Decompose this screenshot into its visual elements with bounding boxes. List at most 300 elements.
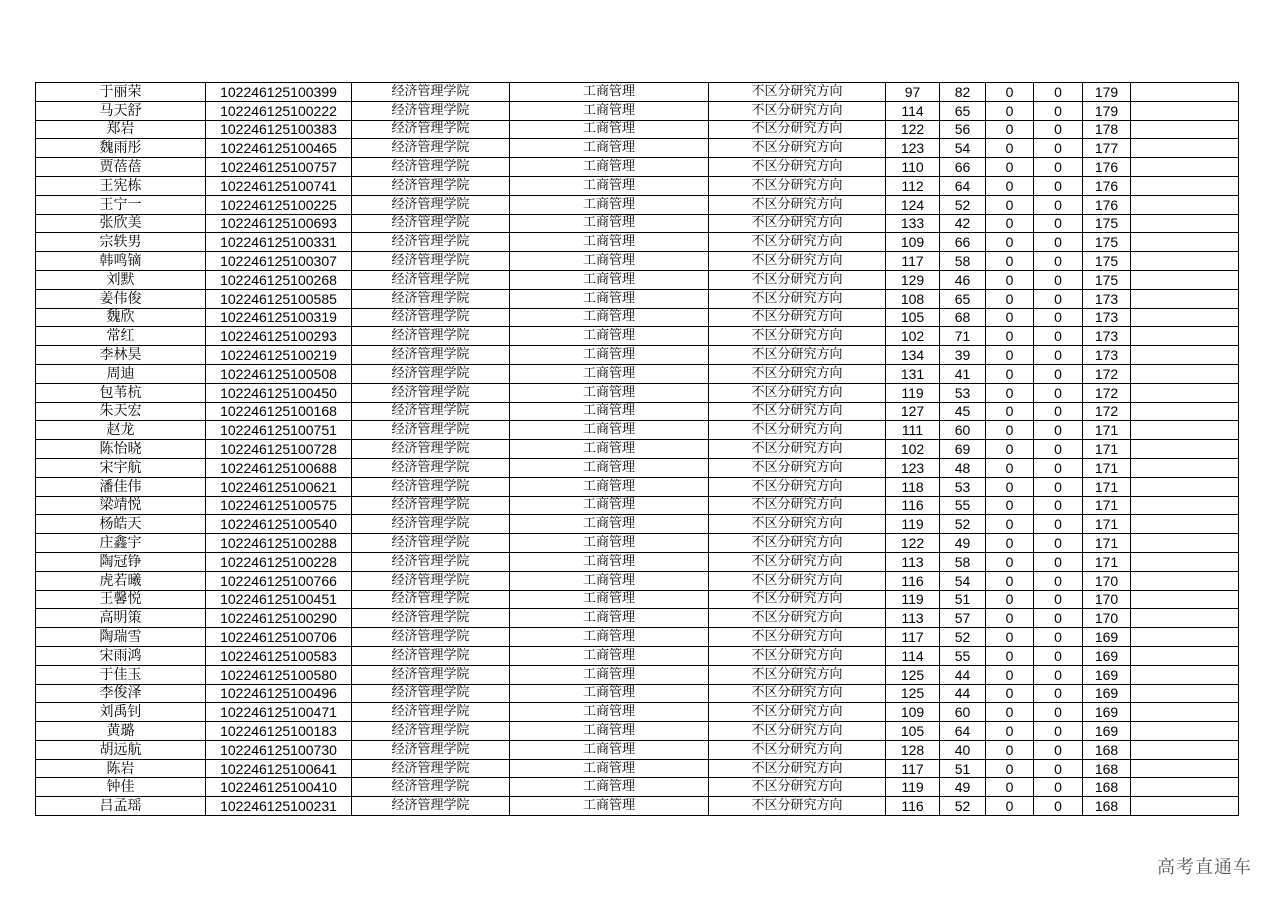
college-cell: 经济管理学院 [352, 590, 510, 609]
total-score-cell: 176 [1083, 176, 1131, 195]
table-row [36, 252, 1239, 271]
empty-cell [1131, 195, 1239, 214]
table-row [36, 703, 1239, 722]
score-1-cell: 113 [886, 609, 940, 628]
major-cell: 工商管理 [510, 740, 709, 759]
empty-cell [1131, 552, 1239, 571]
name-cell: 张欣美 [36, 214, 206, 233]
empty-cell [1131, 778, 1239, 797]
score-3-cell: 0 [986, 195, 1034, 214]
score-1-cell: 127 [886, 402, 940, 421]
table-row [36, 440, 1239, 459]
table-row [36, 722, 1239, 741]
exam-id-cell: 102246125100319 [206, 308, 352, 327]
score-1-cell: 119 [886, 515, 940, 534]
table-row [36, 646, 1239, 665]
college-cell: 经济管理学院 [352, 759, 510, 778]
score-1-cell: 102 [886, 440, 940, 459]
table-row [36, 270, 1239, 289]
name-cell: 郑岩 [36, 120, 206, 139]
score-3-cell: 0 [986, 120, 1034, 139]
exam-id-cell: 102246125100293 [206, 327, 352, 346]
score-1-cell: 122 [886, 534, 940, 553]
score-1-cell: 110 [886, 158, 940, 177]
score-4-cell: 0 [1034, 778, 1083, 797]
name-cell: 姜伟俊 [36, 289, 206, 308]
direction-cell: 不区分研究方向 [709, 289, 886, 308]
direction-cell: 不区分研究方向 [709, 665, 886, 684]
empty-cell [1131, 346, 1239, 365]
score-2-cell: 49 [940, 534, 986, 553]
empty-cell [1131, 270, 1239, 289]
name-cell: 吕孟瑶 [36, 797, 206, 816]
total-score-cell: 169 [1083, 665, 1131, 684]
score-3-cell: 0 [986, 158, 1034, 177]
major-cell: 工商管理 [510, 778, 709, 797]
name-cell: 虎若曦 [36, 571, 206, 590]
table-row [36, 383, 1239, 402]
college-cell: 经济管理学院 [352, 233, 510, 252]
table-row [36, 195, 1239, 214]
direction-cell: 不区分研究方向 [709, 364, 886, 383]
direction-cell: 不区分研究方向 [709, 684, 886, 703]
score-3-cell: 0 [986, 214, 1034, 233]
score-2-cell: 52 [940, 195, 986, 214]
exam-id-cell: 102246125100728 [206, 440, 352, 459]
college-cell: 经济管理学院 [352, 703, 510, 722]
table-row [36, 327, 1239, 346]
score-4-cell: 0 [1034, 195, 1083, 214]
major-cell: 工商管理 [510, 552, 709, 571]
score-2-cell: 68 [940, 308, 986, 327]
score-1-cell: 108 [886, 289, 940, 308]
college-cell: 经济管理学院 [352, 458, 510, 477]
exam-id-cell: 102246125100451 [206, 590, 352, 609]
major-cell: 工商管理 [510, 252, 709, 271]
exam-id-cell: 102246125100465 [206, 139, 352, 158]
college-cell: 经济管理学院 [352, 571, 510, 590]
score-4-cell: 0 [1034, 139, 1083, 158]
score-2-cell: 41 [940, 364, 986, 383]
score-3-cell: 0 [986, 176, 1034, 195]
total-score-cell: 173 [1083, 327, 1131, 346]
empty-cell [1131, 214, 1239, 233]
score-4-cell: 0 [1034, 740, 1083, 759]
score-4-cell: 0 [1034, 496, 1083, 515]
empty-cell [1131, 496, 1239, 515]
empty-cell [1131, 289, 1239, 308]
direction-cell: 不区分研究方向 [709, 703, 886, 722]
score-2-cell: 55 [940, 496, 986, 515]
total-score-cell: 170 [1083, 571, 1131, 590]
exam-id-cell: 102246125100231 [206, 797, 352, 816]
college-cell: 经济管理学院 [352, 289, 510, 308]
college-cell: 经济管理学院 [352, 477, 510, 496]
score-4-cell: 0 [1034, 515, 1083, 534]
exam-id-cell: 102246125100168 [206, 402, 352, 421]
college-cell: 经济管理学院 [352, 346, 510, 365]
direction-cell: 不区分研究方向 [709, 383, 886, 402]
exam-id-cell: 102246125100641 [206, 759, 352, 778]
direction-cell: 不区分研究方向 [709, 477, 886, 496]
exam-id-cell: 102246125100450 [206, 383, 352, 402]
direction-cell: 不区分研究方向 [709, 120, 886, 139]
table-row [36, 665, 1239, 684]
name-cell: 潘佳伟 [36, 477, 206, 496]
score-2-cell: 40 [940, 740, 986, 759]
total-score-cell: 173 [1083, 346, 1131, 365]
score-4-cell: 0 [1034, 120, 1083, 139]
score-1-cell: 117 [886, 252, 940, 271]
total-score-cell: 179 [1083, 83, 1131, 102]
total-score-cell: 172 [1083, 364, 1131, 383]
table-row [36, 458, 1239, 477]
college-cell: 经济管理学院 [352, 308, 510, 327]
exam-id-cell: 102246125100751 [206, 421, 352, 440]
table-row [36, 214, 1239, 233]
score-4-cell: 0 [1034, 759, 1083, 778]
score-2-cell: 60 [940, 421, 986, 440]
score-3-cell: 0 [986, 233, 1034, 252]
total-score-cell: 171 [1083, 552, 1131, 571]
score-3-cell: 0 [986, 552, 1034, 571]
college-cell: 经济管理学院 [352, 120, 510, 139]
direction-cell: 不区分研究方向 [709, 571, 886, 590]
major-cell: 工商管理 [510, 176, 709, 195]
table-row [36, 176, 1239, 195]
college-cell: 经济管理学院 [352, 270, 510, 289]
score-1-cell: 116 [886, 571, 940, 590]
score-1-cell: 125 [886, 665, 940, 684]
empty-cell [1131, 440, 1239, 459]
empty-cell [1131, 120, 1239, 139]
score-3-cell: 0 [986, 270, 1034, 289]
direction-cell: 不区分研究方向 [709, 458, 886, 477]
score-3-cell: 0 [986, 740, 1034, 759]
exam-id-cell: 102246125100496 [206, 684, 352, 703]
score-1-cell: 123 [886, 139, 940, 158]
score-4-cell: 0 [1034, 289, 1083, 308]
college-cell: 经济管理学院 [352, 778, 510, 797]
exam-id-cell: 102246125100307 [206, 252, 352, 271]
score-1-cell: 119 [886, 383, 940, 402]
direction-cell: 不区分研究方向 [709, 402, 886, 421]
score-3-cell: 0 [986, 458, 1034, 477]
score-2-cell: 51 [940, 759, 986, 778]
exam-id-cell: 102246125100331 [206, 233, 352, 252]
college-cell: 经济管理学院 [352, 421, 510, 440]
score-3-cell: 0 [986, 346, 1034, 365]
total-score-cell: 168 [1083, 778, 1131, 797]
score-3-cell: 0 [986, 402, 1034, 421]
score-3-cell: 0 [986, 252, 1034, 271]
college-cell: 经济管理学院 [352, 214, 510, 233]
table-row [36, 421, 1239, 440]
score-2-cell: 53 [940, 383, 986, 402]
major-cell: 工商管理 [510, 628, 709, 647]
total-score-cell: 169 [1083, 722, 1131, 741]
major-cell: 工商管理 [510, 440, 709, 459]
score-1-cell: 116 [886, 797, 940, 816]
score-1-cell: 123 [886, 458, 940, 477]
major-cell: 工商管理 [510, 214, 709, 233]
empty-cell [1131, 364, 1239, 383]
name-cell: 王宪栋 [36, 176, 206, 195]
major-cell: 工商管理 [510, 571, 709, 590]
direction-cell: 不区分研究方向 [709, 552, 886, 571]
table-row [36, 308, 1239, 327]
college-cell: 经济管理学院 [352, 176, 510, 195]
major-cell: 工商管理 [510, 609, 709, 628]
score-1-cell: 97 [886, 83, 940, 102]
score-1-cell: 129 [886, 270, 940, 289]
table-row [36, 158, 1239, 177]
table-row [36, 477, 1239, 496]
score-4-cell: 0 [1034, 477, 1083, 496]
name-cell: 宋雨鸿 [36, 646, 206, 665]
exam-id-cell: 102246125100225 [206, 195, 352, 214]
major-cell: 工商管理 [510, 534, 709, 553]
score-4-cell: 0 [1034, 609, 1083, 628]
score-4-cell: 0 [1034, 665, 1083, 684]
direction-cell: 不区分研究方向 [709, 515, 886, 534]
name-cell: 刘禹钊 [36, 703, 206, 722]
total-score-cell: 175 [1083, 233, 1131, 252]
exam-id-cell: 102246125100575 [206, 496, 352, 515]
name-cell: 陈怡晓 [36, 440, 206, 459]
score-2-cell: 52 [940, 515, 986, 534]
name-cell: 李俊泽 [36, 684, 206, 703]
direction-cell: 不区分研究方向 [709, 327, 886, 346]
direction-cell: 不区分研究方向 [709, 308, 886, 327]
score-3-cell: 0 [986, 628, 1034, 647]
name-cell: 魏欣 [36, 308, 206, 327]
score-2-cell: 71 [940, 327, 986, 346]
exam-id-cell: 102246125100410 [206, 778, 352, 797]
major-cell: 工商管理 [510, 797, 709, 816]
score-3-cell: 0 [986, 646, 1034, 665]
score-1-cell: 119 [886, 590, 940, 609]
empty-cell [1131, 628, 1239, 647]
college-cell: 经济管理学院 [352, 628, 510, 647]
empty-cell [1131, 534, 1239, 553]
table-row [36, 289, 1239, 308]
empty-cell [1131, 176, 1239, 195]
major-cell: 工商管理 [510, 346, 709, 365]
direction-cell: 不区分研究方向 [709, 195, 886, 214]
name-cell: 周迪 [36, 364, 206, 383]
score-2-cell: 57 [940, 609, 986, 628]
score-3-cell: 0 [986, 778, 1034, 797]
table-row [36, 684, 1239, 703]
empty-cell [1131, 759, 1239, 778]
direction-cell: 不区分研究方向 [709, 778, 886, 797]
total-score-cell: 178 [1083, 120, 1131, 139]
empty-cell [1131, 609, 1239, 628]
major-cell: 工商管理 [510, 289, 709, 308]
score-3-cell: 0 [986, 609, 1034, 628]
major-cell: 工商管理 [510, 477, 709, 496]
score-4-cell: 0 [1034, 233, 1083, 252]
exam-id-cell: 102246125100585 [206, 289, 352, 308]
score-1-cell: 131 [886, 364, 940, 383]
total-score-cell: 171 [1083, 458, 1131, 477]
name-cell: 李林昊 [36, 346, 206, 365]
name-cell: 高明策 [36, 609, 206, 628]
name-cell: 王宁一 [36, 195, 206, 214]
college-cell: 经济管理学院 [352, 158, 510, 177]
name-cell: 常红 [36, 327, 206, 346]
score-4-cell: 0 [1034, 158, 1083, 177]
total-score-cell: 170 [1083, 609, 1131, 628]
major-cell: 工商管理 [510, 684, 709, 703]
score-1-cell: 119 [886, 778, 940, 797]
college-cell: 经济管理学院 [352, 722, 510, 741]
college-cell: 经济管理学院 [352, 515, 510, 534]
score-2-cell: 64 [940, 176, 986, 195]
name-cell: 宗轶男 [36, 233, 206, 252]
score-2-cell: 64 [940, 722, 986, 741]
major-cell: 工商管理 [510, 590, 709, 609]
empty-cell [1131, 571, 1239, 590]
college-cell: 经济管理学院 [352, 684, 510, 703]
name-cell: 陈岩 [36, 759, 206, 778]
college-cell: 经济管理学院 [352, 496, 510, 515]
exam-id-cell: 102246125100583 [206, 646, 352, 665]
score-3-cell: 0 [986, 496, 1034, 515]
exam-id-cell: 102246125100706 [206, 628, 352, 647]
table-row [36, 101, 1239, 120]
score-3-cell: 0 [986, 703, 1034, 722]
major-cell: 工商管理 [510, 646, 709, 665]
college-cell: 经济管理学院 [352, 83, 510, 102]
exam-id-cell: 102246125100540 [206, 515, 352, 534]
total-score-cell: 177 [1083, 139, 1131, 158]
score-1-cell: 114 [886, 101, 940, 120]
score-1-cell: 105 [886, 722, 940, 741]
direction-cell: 不区分研究方向 [709, 252, 886, 271]
major-cell: 工商管理 [510, 83, 709, 102]
score-2-cell: 58 [940, 552, 986, 571]
table-row [36, 571, 1239, 590]
total-score-cell: 176 [1083, 195, 1131, 214]
score-4-cell: 0 [1034, 590, 1083, 609]
score-3-cell: 0 [986, 722, 1034, 741]
table-row [36, 590, 1239, 609]
score-1-cell: 111 [886, 421, 940, 440]
score-1-cell: 134 [886, 346, 940, 365]
name-cell: 杨皓天 [36, 515, 206, 534]
score-2-cell: 60 [940, 703, 986, 722]
major-cell: 工商管理 [510, 158, 709, 177]
score-4-cell: 0 [1034, 270, 1083, 289]
table-row [36, 346, 1239, 365]
score-table [35, 82, 1239, 816]
empty-cell [1131, 515, 1239, 534]
empty-cell [1131, 740, 1239, 759]
score-3-cell: 0 [986, 590, 1034, 609]
table-row [36, 778, 1239, 797]
empty-cell [1131, 684, 1239, 703]
direction-cell: 不区分研究方向 [709, 759, 886, 778]
direction-cell: 不区分研究方向 [709, 214, 886, 233]
score-2-cell: 51 [940, 590, 986, 609]
score-4-cell: 0 [1034, 722, 1083, 741]
direction-cell: 不区分研究方向 [709, 534, 886, 553]
empty-cell [1131, 458, 1239, 477]
total-score-cell: 170 [1083, 590, 1131, 609]
total-score-cell: 169 [1083, 684, 1131, 703]
direction-cell: 不区分研究方向 [709, 421, 886, 440]
score-4-cell: 0 [1034, 383, 1083, 402]
direction-cell: 不区分研究方向 [709, 346, 886, 365]
college-cell: 经济管理学院 [352, 440, 510, 459]
direction-cell: 不区分研究方向 [709, 233, 886, 252]
score-3-cell: 0 [986, 515, 1034, 534]
score-2-cell: 46 [940, 270, 986, 289]
direction-cell: 不区分研究方向 [709, 176, 886, 195]
exam-id-cell: 102246125100219 [206, 346, 352, 365]
college-cell: 经济管理学院 [352, 534, 510, 553]
table-row [36, 364, 1239, 383]
exam-id-cell: 102246125100757 [206, 158, 352, 177]
major-cell: 工商管理 [510, 458, 709, 477]
table-row [36, 797, 1239, 816]
score-3-cell: 0 [986, 327, 1034, 346]
name-cell: 朱天宏 [36, 402, 206, 421]
college-cell: 经济管理学院 [352, 402, 510, 421]
score-3-cell: 0 [986, 383, 1034, 402]
score-4-cell: 0 [1034, 346, 1083, 365]
major-cell: 工商管理 [510, 233, 709, 252]
name-cell: 陶冠铮 [36, 552, 206, 571]
major-cell: 工商管理 [510, 402, 709, 421]
name-cell: 王馨悦 [36, 590, 206, 609]
score-2-cell: 66 [940, 233, 986, 252]
table-row [36, 83, 1239, 102]
score-1-cell: 133 [886, 214, 940, 233]
college-cell: 经济管理学院 [352, 195, 510, 214]
exam-id-cell: 102246125100766 [206, 571, 352, 590]
exam-id-cell: 102246125100290 [206, 609, 352, 628]
score-1-cell: 117 [886, 628, 940, 647]
score-2-cell: 44 [940, 684, 986, 703]
empty-cell [1131, 402, 1239, 421]
score-1-cell: 114 [886, 646, 940, 665]
direction-cell: 不区分研究方向 [709, 496, 886, 515]
empty-cell [1131, 327, 1239, 346]
score-2-cell: 42 [940, 214, 986, 233]
exam-id-cell: 102246125100183 [206, 722, 352, 741]
score-2-cell: 39 [940, 346, 986, 365]
exam-id-cell: 102246125100228 [206, 552, 352, 571]
college-cell: 经济管理学院 [352, 139, 510, 158]
score-3-cell: 0 [986, 101, 1034, 120]
name-cell: 于丽荣 [36, 83, 206, 102]
direction-cell: 不区分研究方向 [709, 440, 886, 459]
major-cell: 工商管理 [510, 496, 709, 515]
name-cell: 马天舒 [36, 101, 206, 120]
table-row [36, 609, 1239, 628]
name-cell: 包苇杭 [36, 383, 206, 402]
major-cell: 工商管理 [510, 421, 709, 440]
table-row [36, 496, 1239, 515]
college-cell: 经济管理学院 [352, 383, 510, 402]
total-score-cell: 169 [1083, 628, 1131, 647]
empty-cell [1131, 252, 1239, 271]
score-3-cell: 0 [986, 289, 1034, 308]
exam-id-cell: 102246125100741 [206, 176, 352, 195]
